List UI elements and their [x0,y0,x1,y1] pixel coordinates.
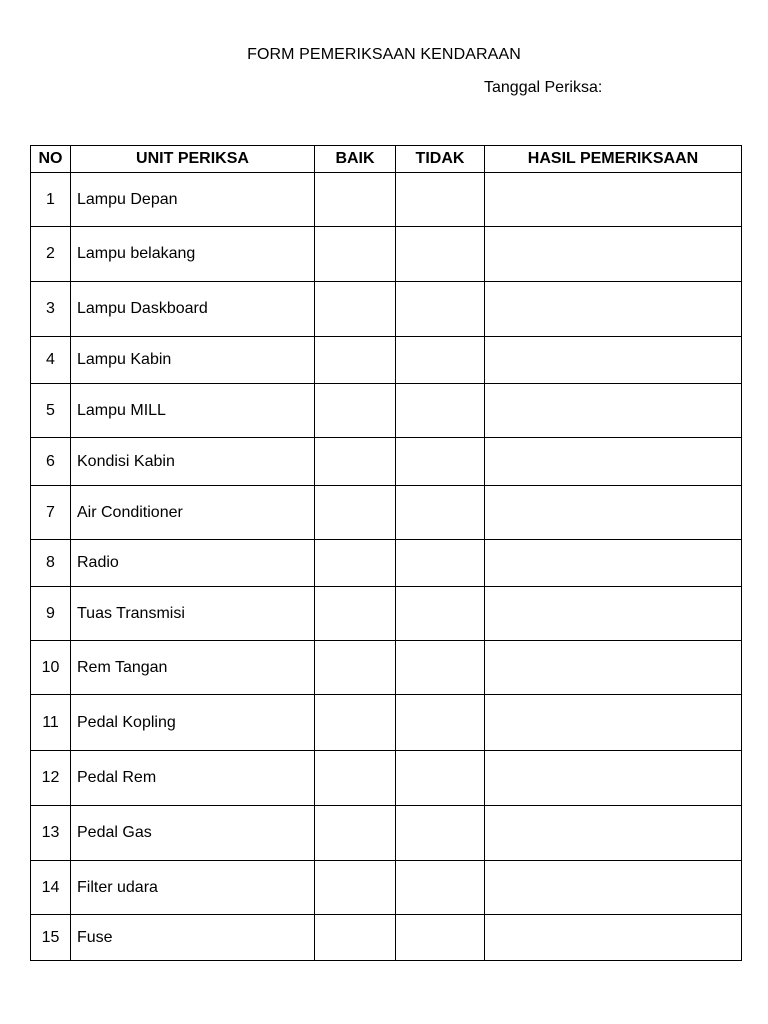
row-baik-cell[interactable] [315,861,396,915]
header-tidak: TIDAK [396,146,485,173]
row-hasil-cell[interactable] [485,173,742,227]
table-row [31,695,742,751]
row-unit: Lampu Depan [71,173,315,227]
row-tidak-cell[interactable] [396,337,485,384]
row-tidak-cell[interactable] [396,641,485,695]
row-tidak-cell[interactable] [396,227,485,282]
row-hasil-cell[interactable] [485,384,742,438]
row-baik-cell[interactable] [315,384,396,438]
row-number: 3 [31,282,71,337]
row-unit: Pedal Gas [71,806,315,861]
row-baik-cell[interactable] [315,173,396,227]
header-baik: BAIK [315,146,396,173]
table-row [31,486,742,540]
row-baik-cell[interactable] [315,438,396,486]
table-row [31,540,742,587]
table-row [31,806,742,861]
row-hasil-cell[interactable] [485,587,742,641]
row-tidak-cell[interactable] [396,486,485,540]
row-tidak-cell[interactable] [396,695,485,751]
row-baik-cell[interactable] [315,282,396,337]
row-number: 14 [31,861,71,915]
row-baik-cell[interactable] [315,695,396,751]
row-hasil-cell[interactable] [485,337,742,384]
row-number: 15 [31,915,71,961]
table-row [31,587,742,641]
row-unit: Kondisi Kabin [71,438,315,486]
table-row [31,282,742,337]
row-number: 13 [31,806,71,861]
row-unit: Filter udara [71,861,315,915]
table-row [31,337,742,384]
row-baik-cell[interactable] [315,751,396,806]
row-hasil-cell[interactable] [485,751,742,806]
row-baik-cell[interactable] [315,806,396,861]
row-unit: Tuas Transmisi [71,587,315,641]
form-title: FORM PEMERIKSAAN KENDARAAN [247,46,521,63]
row-hasil-cell[interactable] [485,486,742,540]
row-number: 5 [31,384,71,438]
row-tidak-cell[interactable] [396,915,485,961]
table-row [31,915,742,961]
row-tidak-cell[interactable] [396,587,485,641]
row-tidak-cell[interactable] [396,540,485,587]
row-unit: Pedal Rem [71,751,315,806]
row-baik-cell[interactable] [315,486,396,540]
row-number: 11 [31,695,71,751]
row-baik-cell[interactable] [315,540,396,587]
row-hasil-cell[interactable] [485,806,742,861]
row-unit: Lampu MILL [71,384,315,438]
row-hasil-cell[interactable] [485,915,742,961]
row-number: 4 [31,337,71,384]
table-row [31,438,742,486]
row-hasil-cell[interactable] [485,861,742,915]
row-unit: Air Conditioner [71,486,315,540]
row-number: 6 [31,438,71,486]
row-unit: Lampu belakang [71,227,315,282]
header-no: NO [31,146,71,173]
inspection-table [30,145,742,961]
row-number: 7 [31,486,71,540]
table-row [31,641,742,695]
row-unit: Fuse [71,915,315,961]
row-number: 12 [31,751,71,806]
row-tidak-cell[interactable] [396,806,485,861]
row-baik-cell[interactable] [315,915,396,961]
inspection-date-label: Tanggal Periksa: [484,79,603,96]
row-baik-cell[interactable] [315,227,396,282]
table-row [31,384,742,438]
row-hasil-cell[interactable] [485,282,742,337]
row-number: 1 [31,173,71,227]
row-number: 9 [31,587,71,641]
table-row [31,861,742,915]
row-hasil-cell[interactable] [485,641,742,695]
table-row [31,227,742,282]
row-hasil-cell[interactable] [485,438,742,486]
table-row [31,173,742,227]
row-hasil-cell[interactable] [485,695,742,751]
row-tidak-cell[interactable] [396,438,485,486]
row-hasil-cell[interactable] [485,227,742,282]
row-unit: Lampu Kabin [71,337,315,384]
row-baik-cell[interactable] [315,641,396,695]
row-hasil-cell[interactable] [485,540,742,587]
table-row [31,751,742,806]
row-baik-cell[interactable] [315,587,396,641]
row-baik-cell[interactable] [315,337,396,384]
row-number: 8 [31,540,71,587]
table-header-row [31,146,742,173]
header-hasil-pemeriksaan: HASIL PEMERIKSAAN [485,146,742,173]
row-unit: Rem Tangan [71,641,315,695]
row-tidak-cell[interactable] [396,384,485,438]
row-number: 2 [31,227,71,282]
row-unit: Lampu Daskboard [71,282,315,337]
row-tidak-cell[interactable] [396,282,485,337]
row-tidak-cell[interactable] [396,751,485,806]
row-tidak-cell[interactable] [396,173,485,227]
row-number: 10 [31,641,71,695]
row-unit: Pedal Kopling [71,695,315,751]
header-unit-periksa: UNIT PERIKSA [71,146,315,173]
row-unit: Radio [71,540,315,587]
row-tidak-cell[interactable] [396,861,485,915]
